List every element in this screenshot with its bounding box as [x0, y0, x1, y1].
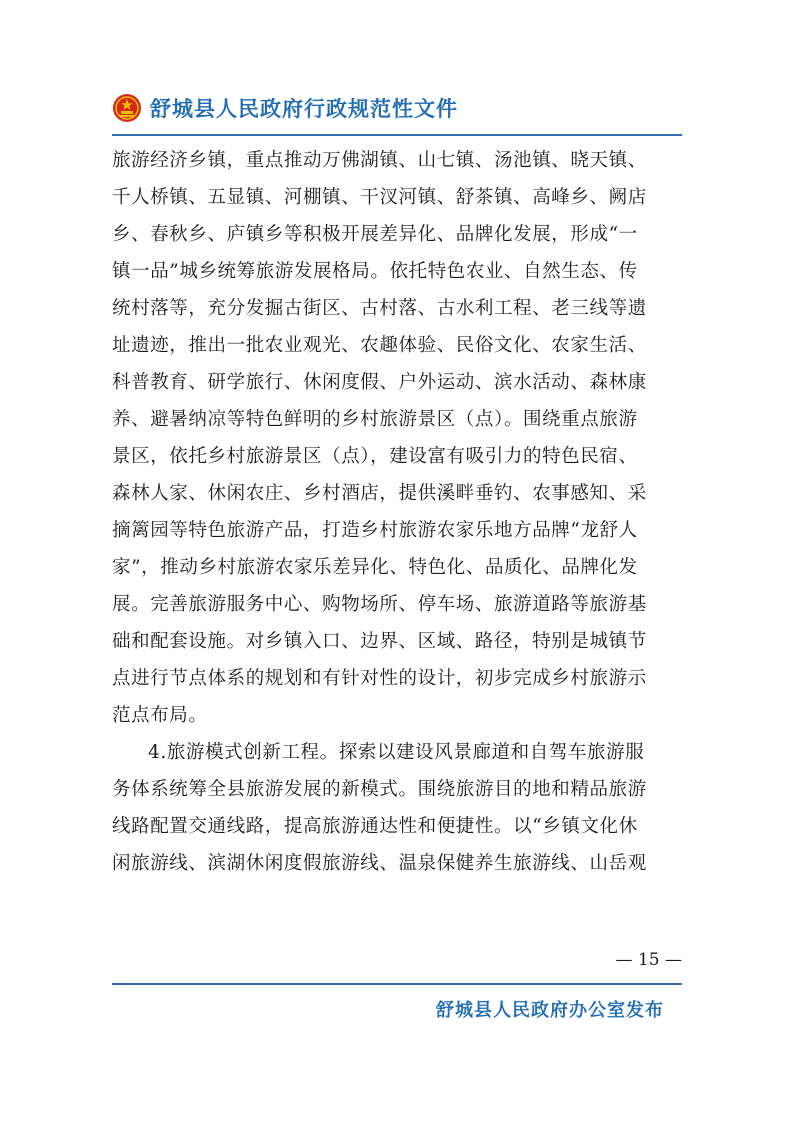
body-line: 点进行节点体系的规划和有针对性的设计，初步完成乡村旅游示	[112, 668, 647, 689]
body-line: 景区，依托乡村旅游景区（点），建设富有吸引力的特色民宿、	[112, 446, 638, 467]
header-title: 舒城县人民政府行政规范性文件	[150, 97, 458, 121]
body-line: 镇一品”城乡统筹旅游发展格局。依托特色农业、自然生态、传	[112, 261, 638, 282]
body-line: 森林人家、休闲农庄、乡村酒店，提供溪畔垂钓、农事感知、采	[112, 483, 647, 504]
body-line: 础和配套设施。对乡镇入口、边界、区域、路径，特别是城镇节	[112, 631, 647, 652]
body-line: 闲旅游线、滨湖休闲度假旅游线、温泉保健养生旅游线、山岳观	[112, 853, 647, 874]
body-line: 旅游经济乡镇，重点推动万佛湖镇、山七镇、汤池镇、晓天镇、	[112, 150, 647, 171]
header-divider	[112, 134, 682, 136]
section-heading-line: 4.旅游模式创新工程。探索以建设风景廊道和自驾车旅游服	[148, 742, 645, 763]
body-line: 务体系统筹全县旅游发展的新模式。围绕旅游目的地和精品旅游	[112, 779, 647, 800]
body-line: 范点布局。	[112, 705, 208, 726]
footer-divider	[112, 983, 682, 985]
body-line: 展。完善旅游服务中心、购物场所、停车场、旅游道路等旅游基	[112, 594, 647, 615]
body-line: 家”，推动乡村旅游农家乐差异化、特色化、品质化、品牌化发	[112, 557, 638, 578]
footer-publisher: 舒城县人民政府办公室发布	[436, 1000, 664, 1021]
body-line: 养、避暑纳凉等特色鲜明的乡村旅游景区（点）。围绕重点旅游	[112, 409, 638, 430]
national-emblem-icon	[112, 93, 142, 123]
body-line: 乡、春秋乡、庐镇乡等积极开展差异化、品牌化发展，形成“一	[112, 224, 638, 245]
body-line: 千人桥镇、五显镇、河棚镇、干汊河镇、舒茶镇、高峰乡、阙店	[112, 187, 647, 208]
page-number: — 15 —	[615, 950, 682, 970]
document-header	[112, 86, 458, 130]
document-body	[112, 142, 684, 882]
body-line: 摘篱园等特色旅游产品，打造乡村旅游农家乐地方品牌“龙舒人	[112, 520, 638, 541]
body-line: 科普教育、研学旅行、休闲度假、户外运动、滨水活动、森林康	[112, 372, 647, 393]
body-line: 址遗迹，推出一批农业观光、农趣体验、民俗文化、农家生活、	[112, 335, 647, 356]
body-line: 统村落等，充分发掘古街区、古村落、古水利工程、老三线等遗	[112, 298, 647, 319]
body-line: 线路配置交通线路，提高旅游通达性和便捷性。以“乡镇文化休	[112, 816, 638, 837]
